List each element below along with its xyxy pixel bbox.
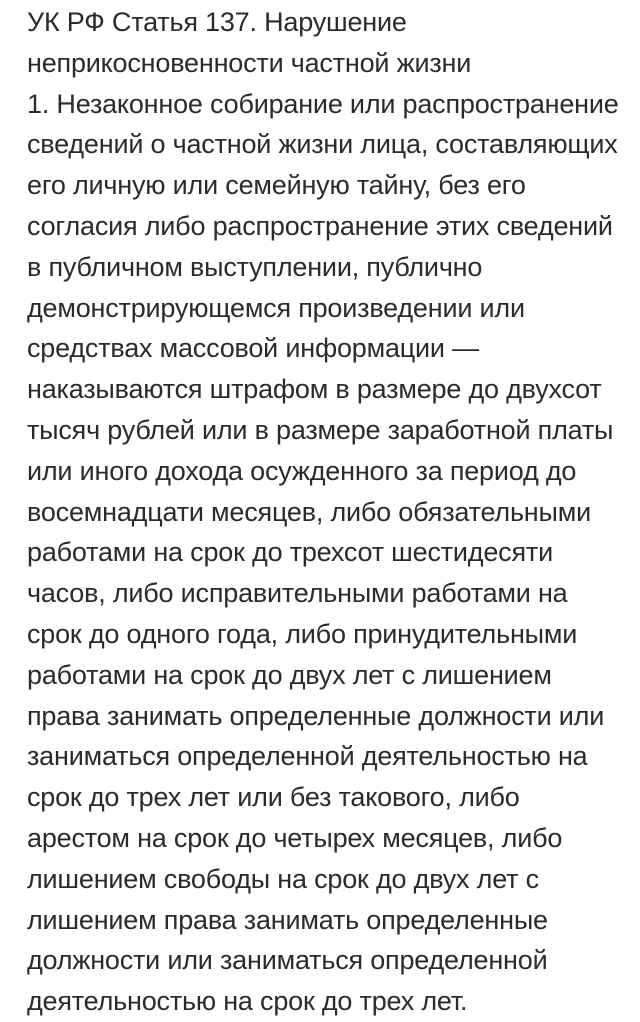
- article-body-line: деятельностью на срок до трех лет.: [27, 986, 468, 1017]
- article-body-line: лишением свободы на срок до двух лет с: [27, 863, 539, 894]
- article-body-line: в публичном выступлении, публично: [27, 251, 483, 282]
- article-body-line: должности или заниматься определенной: [27, 945, 548, 976]
- article-body-line: демонстрирующемся произведении или: [27, 292, 525, 323]
- article-body-line: часов, либо исправительными работами на: [27, 578, 568, 609]
- article-body-line: работами на срок до двух лет с лишением: [27, 659, 552, 690]
- article-title-line-1: УК РФ Статья 137. Нарушение: [27, 7, 407, 37]
- article-body-line: срок до одного года, либо принудительными: [27, 618, 578, 649]
- article-title-line-2: неприкосновенности частной жизни: [27, 47, 472, 78]
- article-body-line: права занимать определенные должности или: [27, 700, 605, 731]
- article-body-line: срок до трех лет или без такового, либо: [27, 782, 520, 813]
- article-body-line: средствах массовой информации —: [27, 333, 479, 364]
- article-body-line: согласия либо распространение этих сведений: [27, 210, 613, 241]
- article-body-line: лишением права занимать определенные: [27, 904, 548, 935]
- article-body-line: наказываются штрафом в размере до двухсот: [27, 374, 602, 405]
- article-body-line: восемнадцати месяцев, либо обязательными: [27, 496, 591, 527]
- article-body-line: арестом на срок до четырех месяцев, либо: [27, 822, 563, 853]
- article-body-line: 1. Незаконное собирание или распространение: [27, 88, 619, 119]
- article-body-line: заниматься определенной деятельностью на: [27, 741, 588, 772]
- article-body-line: тысяч рублей или в размере заработной платы: [27, 414, 614, 445]
- article-body-line: его личную или семейную тайну, без его: [27, 170, 526, 201]
- article-body-line: сведений о частной жизни лица, составляющих: [27, 129, 618, 160]
- article-body-line: работами на срок до трехсот шестидесяти: [27, 537, 553, 568]
- article-text: [27, 2, 627, 1022]
- article-body-line: или иного дохода осужденного за период до: [27, 455, 577, 486]
